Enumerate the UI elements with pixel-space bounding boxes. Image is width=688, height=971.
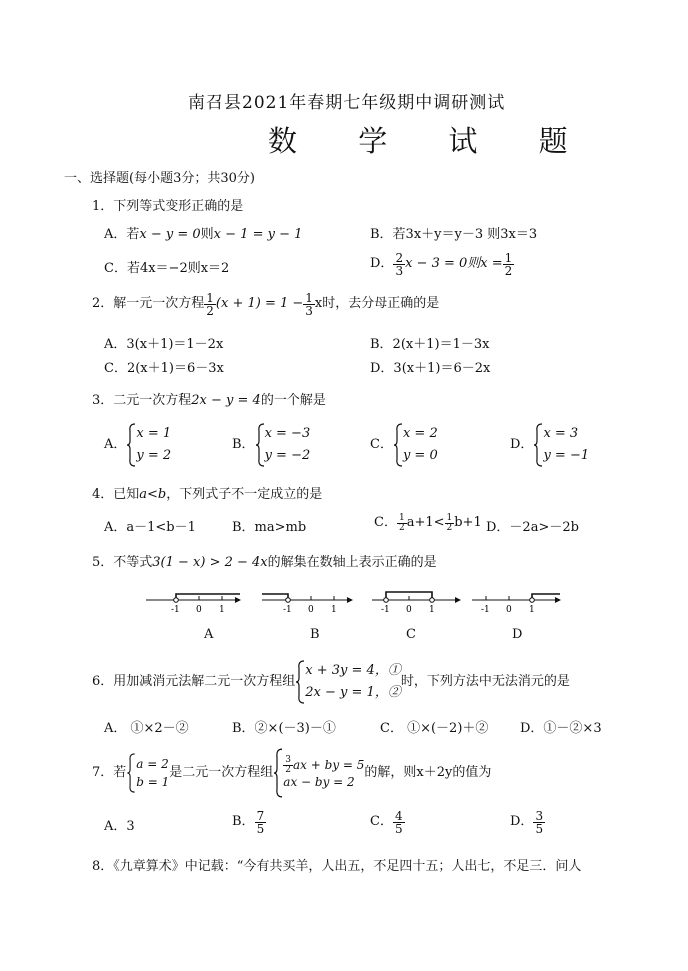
- q7-option-c: C． $\frac{4}{5}$: [370, 809, 403, 836]
- tick-label: 1: [429, 605, 435, 615]
- brace-icon: [126, 423, 136, 467]
- brace-icon: [533, 423, 543, 467]
- exam-title: 南召县2021年春期七年级期中调研测试: [188, 93, 506, 113]
- tick-label: -1: [171, 605, 180, 615]
- q3-option-a: A． x = 1 y = 2: [104, 423, 171, 467]
- tick-label: 0: [196, 605, 202, 615]
- q5-label-c: C: [406, 627, 416, 642]
- number-line-c: [372, 592, 460, 615]
- number-line-b: [262, 594, 352, 615]
- q6-option-d: D．①－②×3: [520, 721, 602, 736]
- q4-option-d: D．－2a>－2b: [486, 520, 579, 535]
- section-heading: 一、选择题(每小题3分；共30分): [64, 171, 255, 186]
- q6-option-c: C． ①×(－2)＋②: [380, 721, 489, 736]
- q4-stem: 4．已知a<b，下列式子不一定成立的是: [92, 487, 323, 502]
- q3-option-b: B． x = −3 y = −2: [232, 423, 310, 467]
- q6-stem: 6．用加减消元法解二元一次方程组 x + 3y = 4，① 2x − y = 1，② 时，下列方法中无法消元的是: [92, 660, 570, 704]
- number-lines-figure: [140, 586, 570, 616]
- q4-option-a: A．a－1<b－1: [104, 520, 196, 535]
- q7-option-b: B． $\frac{7}{5}$: [232, 809, 265, 836]
- q5-label-d: D: [512, 627, 523, 642]
- tick-label: -1: [283, 605, 292, 615]
- q7-stem: 7．若 a = 2 b = 1 是二元一次方程组 $\frac{3}{2}$ ax + by = 5 ax − by = 2 的解，则x＋2y的值为: [92, 748, 491, 798]
- brace-icon: [255, 423, 265, 467]
- q1-option-d: D． $\frac{2}{3}$ x − 3 = 0则x = $\frac{1}{2}$: [370, 251, 513, 278]
- q6-option-a: A． ①×2－②: [104, 721, 189, 736]
- tick-label: 0: [406, 605, 412, 615]
- q4-option-b: B．ma>mb: [232, 520, 307, 535]
- tick-label: 1: [219, 605, 225, 615]
- q2-option-b: B．2(x＋1)＝1－3x: [370, 337, 490, 352]
- q2-option-d: D．3(x＋1)＝6－2x: [370, 361, 491, 376]
- brace-icon: [126, 753, 136, 793]
- subject-title: 数 学 试 题: [268, 124, 594, 158]
- q5-stem: 5．不等式3(1 − x) > 2 − 4x的解集在数轴上表示正确的是: [92, 555, 437, 570]
- q8-stem: 8．《九章算术》中记载：“今有共买羊，人出五，不足四十五；人出七，不足三．问人: [92, 859, 582, 874]
- tick-label: 0: [308, 605, 314, 615]
- q1-stem: 1．下列等式变形正确的是: [92, 199, 244, 214]
- q3-stem: 3．二元一次方程2x − y = 4的一个解是: [92, 393, 326, 408]
- q5-label-b: B: [310, 627, 320, 642]
- tick-label: 1: [331, 605, 337, 615]
- q4-option-c: C． $\frac{1}{2}$ a+1< $\frac{1}{2}$ b+1: [374, 513, 482, 533]
- q1-option-b: B．若3x＋y＝y－3 则3x＝3: [370, 227, 538, 242]
- q1-option-c: C．若4x＝−2则x＝2: [104, 261, 230, 276]
- brace-icon: [273, 748, 283, 798]
- q1-option-a: A．若x − y = 0则x − 1 = y − 1: [104, 227, 303, 242]
- q7-option-a: A．3: [104, 819, 135, 834]
- q7-option-d: D． $\frac{3}{5}$: [510, 809, 544, 836]
- brace-icon: [295, 660, 305, 704]
- tick-label: 0: [506, 605, 512, 615]
- q6-option-b: B．②×(－3)－①: [232, 721, 336, 736]
- q2-option-a: A．3(x＋1)＝1－2x: [104, 337, 224, 352]
- q5-label-a: A: [204, 627, 214, 642]
- q3-option-d: D． x = 3 y = −1: [510, 423, 589, 467]
- q3-option-c: C． x = 2 y = 0: [370, 423, 438, 467]
- tick-label: -1: [481, 605, 490, 615]
- q2-stem: 2．解一元一次方程 $\frac{1}{2}$ (x + 1) = 1 − $\frac{1}{3}$ x时，去分母正确的是: [92, 291, 440, 318]
- number-line-a: [146, 594, 240, 615]
- tick-label: -1: [381, 605, 390, 615]
- number-line-d: [472, 594, 560, 615]
- brace-icon: [393, 423, 403, 467]
- tick-label: 1: [529, 605, 535, 615]
- q2-option-c: C．2(x＋1)＝6－3x: [104, 361, 224, 376]
